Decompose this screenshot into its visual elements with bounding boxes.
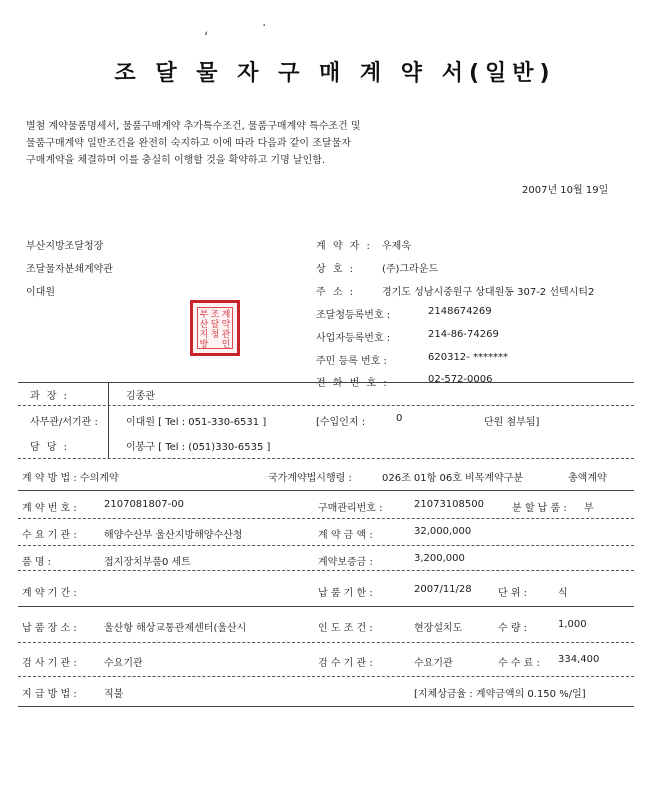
delivery-deadline-label: 납 품 기 한 : xyxy=(318,588,373,599)
row-divider xyxy=(18,606,634,607)
phone-label: 전 화 번 호 : xyxy=(316,378,389,389)
contractor-company-label: 상 호 : xyxy=(316,264,356,275)
row-divider xyxy=(18,405,634,406)
delivery-place-label: 납 품 장 소 : xyxy=(22,623,77,634)
delivery-condition-value: 현장설치도 xyxy=(414,623,463,634)
row-divider xyxy=(18,458,634,459)
delivery-place-value: 울산항 해상교통관제센터(울산시 xyxy=(104,623,247,634)
official-seal xyxy=(190,300,240,356)
accept-agency-value: 수요기관 xyxy=(414,658,453,669)
row-divider xyxy=(18,545,634,546)
column-divider xyxy=(108,382,109,458)
resident-label: 주민 등록 번호 : xyxy=(316,356,387,367)
quantity-value: 1,000 xyxy=(558,619,587,630)
contract-no-value: 2107081807-00 xyxy=(104,499,184,510)
resident-value: 620312- ******* xyxy=(428,352,508,363)
scan-speck: · xyxy=(262,18,267,34)
contractor-person-value: 우제욱 xyxy=(382,241,411,252)
seal-char: 인 xyxy=(221,340,231,350)
contractor-person-label: 계 약 자 : xyxy=(316,241,372,252)
fee-label: 수 수 료 : xyxy=(498,658,540,669)
intro-line-1: 별첨 계약물품명세서, 물품구매계약 추가특수조건, 물품구매계약 특수조건 및 xyxy=(26,121,361,132)
row-divider xyxy=(18,676,634,677)
fee-value: 334,400 xyxy=(558,654,600,665)
document-title: 조 달 물 자 구 매 계 약 서(일반) xyxy=(114,61,556,86)
amount-value: 32,000,000 xyxy=(414,526,472,537)
table-bottom-rule xyxy=(18,706,634,707)
purchase-no-value: 21073108500 xyxy=(414,499,484,510)
scan-speck: ‘ xyxy=(204,30,209,46)
quantity-label: 수 량 : xyxy=(498,623,528,634)
amount-label: 계 약 금 액 : xyxy=(318,530,373,541)
item-value: 접지장치부품0 세트 xyxy=(104,557,191,568)
contractor-company-value: (주)그라운드 xyxy=(382,264,439,275)
officer-label: 사무관/서기관 : xyxy=(30,417,98,428)
seal-char: 방 xyxy=(199,340,209,350)
row-divider xyxy=(18,518,634,519)
law-value: 026조 01항 06호 비목계약구분 xyxy=(382,473,524,484)
inspect-agency-value: 수요기관 xyxy=(104,658,143,669)
accept-agency-label: 검 수 기 관 : xyxy=(318,658,373,669)
buyer-name: 이대원 xyxy=(26,287,55,298)
biz-reg-label: 사업자등록번호 : xyxy=(316,333,391,344)
buyer-org: 부산지방조달청장 xyxy=(26,241,104,252)
row-divider xyxy=(18,490,634,491)
delivery-deadline-value: 2007/11/28 xyxy=(414,584,472,595)
contractor-address-label: 주 소 : xyxy=(316,287,356,298)
split-delivery-label: 분 할 납 품 : xyxy=(512,503,567,514)
seal-char: 달 xyxy=(210,320,220,330)
biz-reg-value: 214-86-74269 xyxy=(428,329,499,340)
revenue-stamp-value: 0 xyxy=(396,413,403,424)
unit-label: 단 위 : xyxy=(498,588,528,599)
seal-char: 계 xyxy=(221,310,231,320)
buyer-dept: 조달물자분쇄계약관 xyxy=(26,264,113,275)
procure-reg-label: 조달청등록번호 : xyxy=(316,310,391,321)
revenue-stamp-label: [수입인지 : xyxy=(316,417,366,428)
seal-char: 산 xyxy=(199,320,209,330)
row-divider xyxy=(18,642,634,643)
intro-line-3: 구매계약을 체결하며 이를 충실히 이행할 것을 확약하고 기명 날인함. xyxy=(26,155,326,166)
deposit-value: 3,200,000 xyxy=(414,553,465,564)
law-label: 국가계약법시행령 : xyxy=(268,473,352,484)
deposit-label: 계약보증금 : xyxy=(318,557,373,568)
contract-method: 계 약 방 법 : 수의계약 xyxy=(22,473,119,484)
table-top-rule xyxy=(18,382,634,383)
item-label: 품 명 : xyxy=(22,557,52,568)
procure-reg-value: 2148674269 xyxy=(428,306,492,317)
unit-value: 식 xyxy=(558,588,568,599)
contractor-address-value: 경기도 성남시중원구 상대원동 307-2 선텍시티2 xyxy=(382,287,595,298)
intro-line-2: 물품구매계약 일반조건을 완전히 숙지하고 이에 따라 다음과 같이 조달물자 xyxy=(26,138,351,149)
charge-label: 담 당 : xyxy=(30,442,70,453)
inspect-agency-label: 검 사 기 관 : xyxy=(22,658,77,669)
seal-char: 관 xyxy=(221,330,231,340)
seal-char: 약 xyxy=(221,320,231,330)
seal-char: 부 xyxy=(199,310,209,320)
period-label: 계 약 기 간 : xyxy=(22,588,77,599)
officer-value: 이대원 [ Tel : 051-330-6531 ] xyxy=(126,417,267,428)
seal-char: 청 xyxy=(210,330,220,340)
revenue-stamp-tail: 단원 첨부됨] xyxy=(484,417,540,428)
delivery-condition-label: 인 도 조 건 : xyxy=(318,623,373,634)
payment-method-value: 직불 xyxy=(104,689,124,700)
demand-agency-value: 해양수산부 울산지방해양수산청 xyxy=(104,530,243,541)
contract-no-label: 계 약 번 호 : xyxy=(22,503,77,514)
payment-method-label: 지 급 방 법 : xyxy=(22,689,77,700)
charge-value: 이봉구 [ Tel : (051)330-6535 ] xyxy=(126,442,271,453)
chief-value: 김종관 xyxy=(126,391,155,402)
purchase-no-label: 구매관리번호 : xyxy=(318,503,383,514)
row-divider xyxy=(18,570,634,571)
contract-date: 2007년 10월 19일 xyxy=(522,185,609,196)
late-fee-rate: [지체상금율 : 계약금액의 0.150 %/일] xyxy=(414,689,586,700)
split-delivery-value: 부 xyxy=(584,503,594,514)
seal-char: 조 xyxy=(210,310,220,320)
seal-char: 지 xyxy=(199,330,209,340)
contract-type: 총액계약 xyxy=(568,473,607,484)
chief-label: 과 장 : xyxy=(30,391,70,402)
demand-agency-label: 수 요 기 관 : xyxy=(22,530,77,541)
phone-value: 02-572-0006 xyxy=(428,374,493,385)
